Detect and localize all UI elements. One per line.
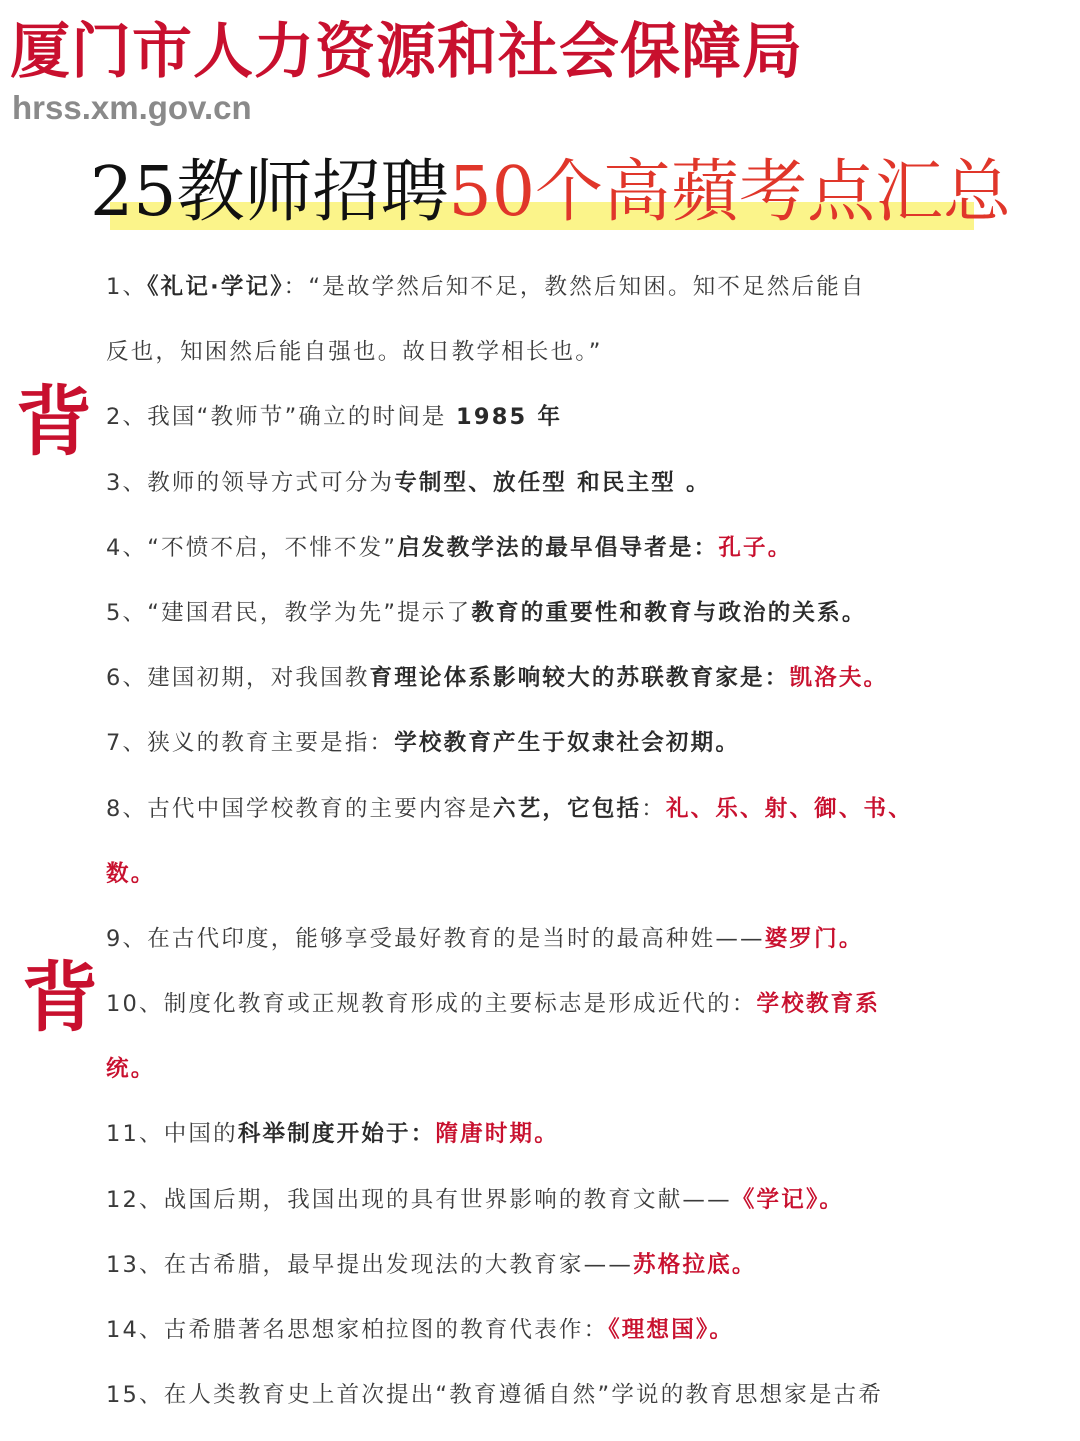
- item-number: 13、: [106, 1251, 164, 1278]
- item-answer: 礼、乐、射、御、书、: [665, 795, 913, 822]
- item-answer: 《学记》。: [731, 1186, 845, 1213]
- item-number: 3、: [106, 469, 148, 496]
- item-text: 制度化教育或正规教育形成的主要标志是形成近代的：: [163, 991, 757, 1018]
- list-item: [106, 1233, 976, 1298]
- item-text: ：: [641, 795, 666, 822]
- item-answer: 苏格拉底。: [633, 1251, 757, 1278]
- item-answer: 《理想国》。: [608, 1317, 735, 1343]
- item-number: 8、: [106, 795, 148, 822]
- list-item: [106, 1037, 976, 1102]
- list-item: [106, 516, 976, 581]
- item-text: 教师的领导方式可分为: [147, 469, 395, 496]
- item-text: 在古代印度，能够享受最好教育的是当时的最高种姓——: [147, 925, 765, 952]
- item-text-bold: 1985 年: [455, 404, 563, 431]
- memorize-mark: 背: [16, 377, 92, 466]
- list-item: [106, 1102, 976, 1167]
- item-answer: 孔子。: [718, 534, 793, 561]
- item-text-bold: 学校教育产生于奴隶社会初期。: [394, 730, 741, 757]
- item-text: 战国后期，我国出现的具有世界影响的教育文献——: [163, 1186, 732, 1213]
- item-number: 12、: [106, 1186, 164, 1213]
- org-url: hrss.xm.gov.cn: [12, 89, 252, 126]
- item-text-bold: 育理论体系影响较大的苏联教育家是：: [369, 665, 790, 692]
- item-text: ：“是故学然后知不足，教然后知困。知不足然后能自: [283, 274, 866, 300]
- item-number: 4、: [106, 534, 148, 561]
- item-text-bold: 教育的重要性和教育与政治的关系。: [471, 599, 867, 626]
- item-number: 9、: [106, 925, 148, 952]
- item-text-bold: 启发教学法的最早倡导者是：: [397, 534, 719, 561]
- item-answer: 数。: [106, 860, 156, 887]
- item-text: 中国的: [163, 1121, 238, 1148]
- item-number: 2、: [106, 404, 148, 431]
- item-text-bold: 《礼记·学记》: [147, 274, 284, 300]
- item-answer: 隋唐时期。: [435, 1121, 559, 1148]
- item-number: 11、: [106, 1121, 164, 1148]
- points-list: [106, 255, 976, 1428]
- list-item: [106, 711, 976, 776]
- item-text: 古希腊著名思想家柏拉图的教育代表作：: [163, 1317, 609, 1343]
- item-answer: 凯洛夫。: [789, 665, 889, 692]
- item-number: 6、: [106, 665, 148, 692]
- item-number: 15、: [106, 1382, 164, 1409]
- list-item: [106, 385, 976, 450]
- org-name: 厦门市人力资源和社会保障局: [10, 17, 803, 87]
- title-part-1: 25教师招聘: [90, 153, 449, 232]
- item-text-bold: 六艺，它包括: [493, 795, 642, 822]
- list-item: [106, 255, 976, 320]
- list-item: [106, 646, 976, 711]
- item-number: 14、: [106, 1317, 164, 1343]
- item-number: 7、: [106, 730, 148, 757]
- item-text-bold: 专制型、放任型 和民主型 。: [394, 469, 711, 496]
- list-item: [106, 972, 976, 1037]
- item-answer: 学校教育系: [756, 991, 881, 1018]
- item-number: 5、: [106, 599, 148, 626]
- list-item: [106, 581, 976, 646]
- memorize-mark: 背: [22, 953, 98, 1042]
- item-answer: 统。: [106, 1056, 156, 1083]
- item-text: 狭义的教育主要是指：: [147, 730, 395, 757]
- item-text: 建国初期，对我国教: [147, 665, 370, 692]
- item-text: 在古希腊，最早提出发现法的大教育家——: [163, 1251, 634, 1278]
- item-text: 古代中国学校教育的主要内容是: [147, 795, 494, 822]
- list-item: [106, 777, 976, 842]
- item-text: 在人类教育史上首次提出“教育遵循自然”学说的教育思想家是古希: [163, 1382, 884, 1409]
- item-text: “建国君民，教学为先”提示了: [147, 599, 472, 626]
- list-item: [106, 907, 976, 972]
- list-item: [106, 1363, 976, 1428]
- list-item: [106, 1298, 976, 1363]
- item-number: 1、: [106, 274, 148, 300]
- list-item: [106, 320, 976, 385]
- title-part-2: 50个高蘋考点汇总: [448, 153, 1012, 232]
- list-item: [106, 842, 976, 907]
- item-answer: 婆罗门。: [764, 925, 864, 952]
- item-number: 10、: [106, 991, 164, 1018]
- page-title: [90, 150, 1011, 236]
- list-item: [106, 1168, 976, 1233]
- item-text: “不愤不启，不悱不发”: [147, 534, 398, 561]
- item-text-bold: 科举制度开始于：: [237, 1121, 436, 1148]
- item-text: 反也，知困然后能自强也。故日教学相长也。”: [106, 339, 603, 366]
- list-item: [106, 451, 976, 516]
- item-text: 我国“教师节”确立的时间是: [147, 404, 456, 431]
